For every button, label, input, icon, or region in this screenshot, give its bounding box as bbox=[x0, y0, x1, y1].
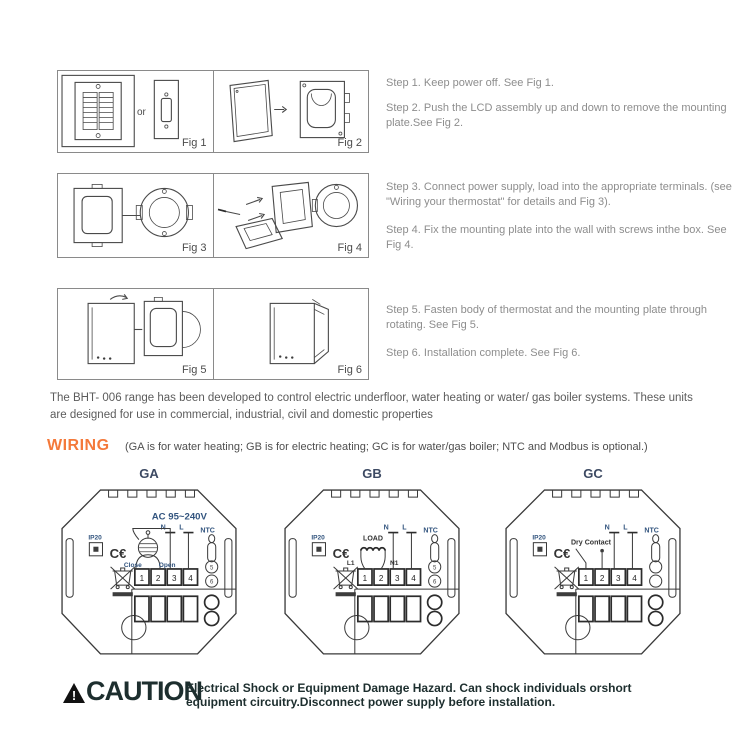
figure-fig4 bbox=[213, 174, 369, 257]
wiring-diagram-ga bbox=[58, 466, 240, 668]
gb-ntc-terminal-6: 6 bbox=[433, 579, 437, 586]
product-description: The BHT- 006 range has been developed to control electric underfloor, water heating or water/ gas boiler systems. These units are designed for use in commercial, industrial, civil and domestic properties bbox=[50, 392, 693, 422]
warning-triangle-icon bbox=[62, 682, 86, 704]
ga-terminal-4: 4 bbox=[188, 574, 193, 584]
ga-terminal-3: 3 bbox=[172, 574, 177, 584]
gb-title: GB bbox=[362, 466, 382, 481]
fig6-label: Fig 6 bbox=[337, 364, 362, 376]
ga-drawing bbox=[58, 481, 240, 665]
ga-ce-mark: C€ bbox=[109, 545, 127, 561]
ga-n-label: N bbox=[160, 524, 166, 532]
fig5-label: Fig 5 bbox=[182, 364, 207, 376]
gc-terminal-2: 2 bbox=[599, 574, 605, 584]
step-1-text: Step 1. Keep power off. See Fig 1. bbox=[386, 77, 554, 89]
ga-title: GA bbox=[139, 466, 159, 481]
gb-terminal-4: 4 bbox=[411, 574, 416, 584]
ga-ip-label: IP20 bbox=[88, 534, 102, 542]
dry-contact-symbol bbox=[576, 549, 604, 569]
ga-power-label: AC 95~240V bbox=[151, 511, 207, 523]
gc-ce-mark: C€ bbox=[553, 545, 571, 561]
gb-n1-label: N1 bbox=[390, 559, 399, 567]
gc-n-label: N bbox=[604, 524, 610, 532]
step-6-text: Step 6. Installation complete. See Fig 6. bbox=[386, 347, 581, 359]
ga-ntc-label: NTC bbox=[200, 527, 215, 535]
wiring-section-note: (GA is for water heating; GB is for electric heating; GC is for water/gas boiler; NTC and Modbus is optional.) bbox=[125, 441, 648, 453]
ga-ntc-terminal-5: 5 bbox=[210, 565, 214, 572]
gc-contact-label: Dry Contact bbox=[570, 539, 611, 547]
ga-terminal-2: 2 bbox=[155, 574, 161, 584]
weee-icon bbox=[111, 567, 135, 596]
fig3-label: Fig 3 bbox=[182, 242, 207, 254]
svg-text:!: ! bbox=[71, 688, 77, 703]
ga-open-label: Open bbox=[158, 561, 176, 569]
wiring-section-title: WIRING bbox=[47, 437, 110, 454]
caution-text: Electrical Shock or Equipment Damage Hazard. Can shock individuals orshort equipment circuitry.Disconnect power supply before installation. bbox=[186, 681, 632, 710]
step-4-text: Step 4. Fix the mounting plate into the wall with screws inthe box. See Fig 4. bbox=[386, 224, 727, 251]
figure-fig2 bbox=[213, 71, 369, 152]
figure-fig1 bbox=[58, 71, 213, 152]
gb-terminal-1: 1 bbox=[362, 574, 368, 584]
gb-ip-label: IP20 bbox=[311, 534, 325, 542]
gc-l-label: L bbox=[623, 524, 628, 532]
ga-close-label: Close bbox=[123, 561, 142, 569]
fig2-label: Fig 2 bbox=[337, 137, 362, 149]
gb-load-label: LOAD bbox=[363, 535, 384, 543]
gb-ntc-terminal-5: 5 bbox=[433, 565, 437, 572]
caution-title: CAUTION bbox=[86, 676, 202, 706]
figure-fig3 bbox=[58, 174, 213, 257]
weee-icon bbox=[555, 567, 579, 596]
gb-l1-label: L1 bbox=[346, 559, 355, 567]
step-2-text: Step 2. Push the LCD assembly up and down to remove the mounting plate.See Fig 2. bbox=[386, 102, 727, 129]
fig1-label: Fig 1 bbox=[182, 137, 207, 149]
gc-ntc-label: NTC bbox=[644, 527, 659, 535]
ga-ntc-terminal-6: 6 bbox=[210, 579, 214, 586]
wiring-diagram-gb bbox=[281, 466, 463, 668]
figure-row-2 bbox=[57, 173, 369, 258]
gc-ip-label: IP20 bbox=[532, 534, 546, 542]
gb-n-label: N bbox=[383, 524, 389, 532]
wiring-diagram-gc bbox=[502, 466, 684, 668]
gb-ce-mark: C€ bbox=[332, 545, 350, 561]
gb-drawing bbox=[281, 481, 463, 665]
gc-terminal-1: 1 bbox=[583, 574, 589, 584]
step-3-text: Step 3. Connect power supply, load into the appropriate terminals. (see "Wiring your thermostat" for details and Fig 3). bbox=[386, 181, 732, 208]
ga-terminal-1: 1 bbox=[139, 574, 145, 584]
step-5-text: Step 5. Fasten body of thermostat and the mounting plate through rotating. See Fig 5. bbox=[386, 304, 708, 331]
gc-terminal-4: 4 bbox=[632, 574, 637, 584]
gb-terminal-2: 2 bbox=[378, 574, 384, 584]
gb-l-label: L bbox=[402, 524, 407, 532]
figure-fig6 bbox=[213, 289, 369, 379]
gc-drawing bbox=[502, 481, 684, 665]
figure-row-1 bbox=[57, 70, 369, 153]
gb-terminal-3: 3 bbox=[395, 574, 400, 584]
or-label: or bbox=[137, 107, 146, 118]
load-resistor-symbol bbox=[361, 548, 385, 569]
gb-ntc-label: NTC bbox=[423, 527, 438, 535]
figure-row-3 bbox=[57, 288, 369, 380]
ga-l-label: L bbox=[179, 524, 184, 532]
figure-fig5 bbox=[58, 289, 213, 379]
gc-terminal-3: 3 bbox=[616, 574, 621, 584]
gc-title: GC bbox=[583, 466, 603, 481]
fig4-label: Fig 4 bbox=[337, 242, 362, 254]
weee-icon bbox=[334, 567, 358, 596]
